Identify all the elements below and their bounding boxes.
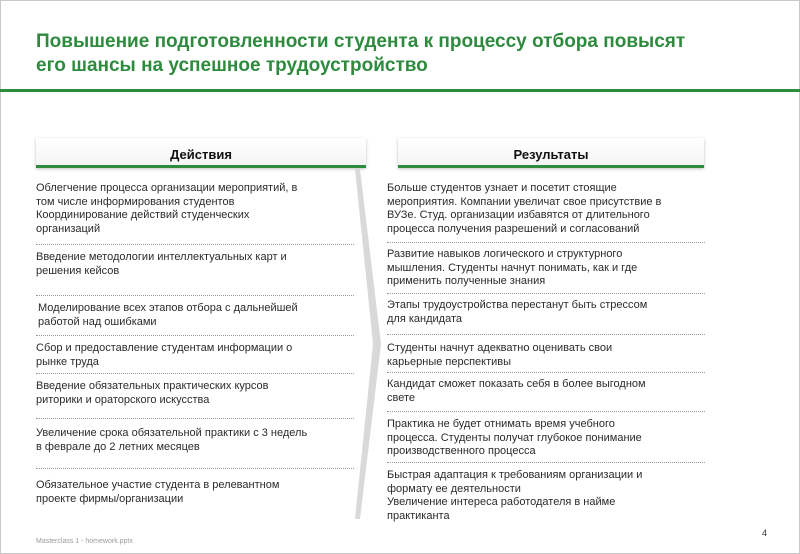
action-item: Облегчение процесса организации мероприятий, в том числе информирования студентов Координирование действий студенческих организаций <box>36 182 298 235</box>
action-divider <box>36 468 354 469</box>
result-divider <box>387 293 705 294</box>
action-divider <box>36 373 354 374</box>
result-item: Развитие навыков логического и структурного мышления. Студенты начнут понимать, как и где применить полученные знания <box>387 248 638 287</box>
action-item: Введение обязательных практических курсов риторики и ораторского искусства <box>36 380 269 406</box>
action-item: Обязательное участие студента в релевантном проекте фирмы/организации <box>36 479 280 505</box>
result-item: Больше студентов узнает и посетит стоящие мероприятия. Компании увеличат свое присутствие в ВУЗе. Студ. организации избавятся от длительного процесса получения разрешений и согласований <box>387 182 662 235</box>
page-number: 4 <box>762 528 768 538</box>
result-item: Кандидат сможет показать себя в более выгодном свете <box>387 378 646 404</box>
action-divider <box>36 244 354 245</box>
result-divider <box>387 462 705 463</box>
chevron-right-icon <box>355 169 381 519</box>
action-item: Моделирование всех этапов отбора с дальнейшей работой над ошибками <box>38 302 298 328</box>
action-item: Увеличение срока обязательной практики с 3 недель в феврале до 2 летних месяцев <box>36 427 308 453</box>
result-divider <box>387 334 705 335</box>
slide-title: Повышение подготовленности студента к процессу отбора повысят его шансы на успешное трудоустройство <box>36 31 686 76</box>
action-divider <box>36 295 354 296</box>
action-item: Введение методологии интеллектуальных карт и решения кейсов <box>36 251 287 277</box>
results-header: Результаты <box>398 138 704 168</box>
result-divider <box>387 242 705 243</box>
action-divider <box>36 335 354 336</box>
actions-header: Действия <box>36 138 366 168</box>
title-divider <box>0 89 800 92</box>
result-divider <box>387 372 705 373</box>
result-divider <box>387 411 705 412</box>
result-item: Практика не будет отнимать время учебного процесса. Студенты получат глубокое понимание производственного процесса <box>387 418 642 457</box>
action-divider <box>36 418 354 419</box>
result-item: Быстрая адаптация к требованиям организации и формату ее деятельности Увеличение интереса работодателя в найме практиканта <box>387 469 643 522</box>
result-item: Этапы трудоустройства перестанут быть стрессом для кандидата <box>387 299 648 325</box>
footer-filename: Masterclass 1 - homework.pptx <box>36 538 133 545</box>
result-item: Студенты начнут адекватно оценивать свои карьерные перспективы <box>387 342 613 368</box>
action-item: Сбор и предоставление студентам информации о рынке труда <box>36 342 293 368</box>
